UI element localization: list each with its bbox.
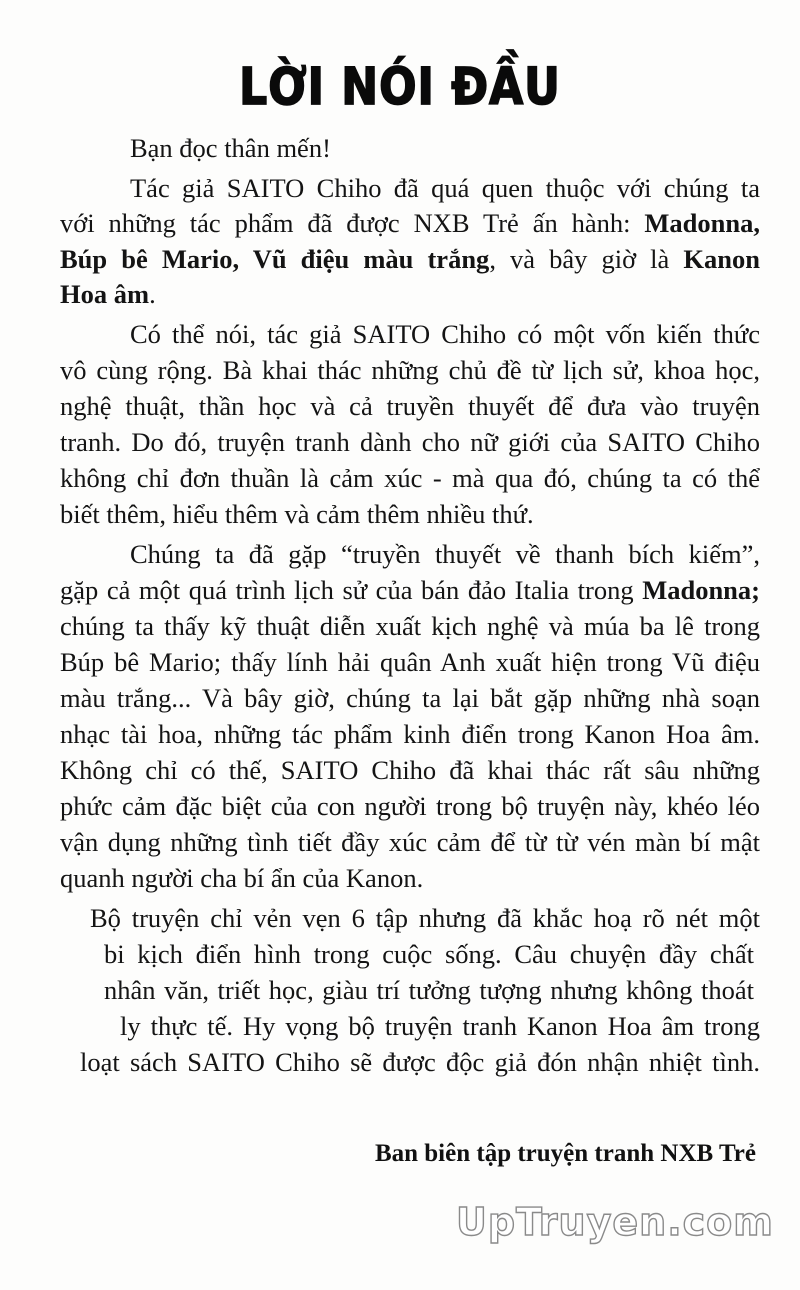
text-line <box>130 170 760 206</box>
text-line <box>60 241 760 277</box>
text-line <box>60 424 760 460</box>
text-line <box>104 972 754 1008</box>
text-segment: biết thêm, hiểu thêm và cảm thêm nhiều thứ. <box>60 499 534 529</box>
text-line <box>120 1008 760 1044</box>
text-line <box>130 536 760 572</box>
text-segment: phức cảm đặc biệt của con người trong bộ truyện này, khéo léo <box>60 791 760 821</box>
text-segment: Búp bê Mario; thấy lính hải quân Anh xuất hiện trong Vũ điệu <box>60 647 760 677</box>
text-segment: gặp cả một quá trình lịch sử của bán đảo Italia trong <box>60 575 643 605</box>
text-segment: Có thể nói, tác giả SAITO Chiho có một vốn kiến thức <box>130 319 760 349</box>
text-segment: , và bây giờ là <box>489 244 684 274</box>
bold-title-text: Madonna, <box>644 208 760 238</box>
text-segment: vô cùng rộng. Bà khai thác những chủ đề từ lịch sử, khoa học, <box>60 355 760 385</box>
text-line <box>60 680 760 716</box>
text-segment: màu trắng... Và bây giờ, chúng ta lại bắt gặp những nhà soạn <box>60 683 760 713</box>
text-segment: Tác giả SAITO Chiho đã quá quen thuộc với chúng ta <box>130 173 760 203</box>
text-segment: ly thực tế. Hy vọng bộ truyện tranh Kanon Hoa âm trong <box>120 1011 760 1041</box>
text-line <box>60 388 760 424</box>
text-line <box>60 860 423 896</box>
text-segment: với những tác phẩm đã được NXB Trẻ ấn hành: <box>60 208 645 238</box>
text-segment: nhân văn, triết học, giàu trí tưởng tượng nhưng không thoát <box>104 975 754 1005</box>
text-line <box>60 824 760 860</box>
text-line <box>60 572 760 608</box>
text-line <box>60 788 760 824</box>
text-segment: chúng ta thấy kỹ thuật diễn xuất kịch nghệ và múa ba lê trong <box>60 611 760 641</box>
text-line <box>60 205 760 241</box>
text-segment: . <box>149 279 156 309</box>
signature: Ban biên tập truyện tranh NXB Trẻ <box>374 1140 756 1167</box>
watermark: UpTruyen.com <box>456 1200 774 1244</box>
bold-title-text: Hoa âm <box>60 279 150 309</box>
text-line <box>60 276 156 312</box>
text-line <box>60 752 760 788</box>
text-segment: Không chỉ có thế, SAITO Chiho đã khai thác rất sâu những <box>60 755 760 785</box>
text-segment: vận dụng những tình tiết đầy xúc cảm để từ từ vén màn bí mật <box>60 827 760 857</box>
text-line <box>60 352 760 388</box>
text-segment: loạt sách SAITO Chiho sẽ được độc giả đón nhận nhiệt tình. <box>80 1047 760 1077</box>
text-line <box>130 316 760 352</box>
text-line <box>104 936 754 972</box>
bold-title-text: Búp bê Mario, Vũ điệu màu trắng <box>60 244 490 274</box>
text-segment: nghệ thuật, thần học và cả truyền thuyết để đưa vào truyện <box>60 391 760 421</box>
text-line <box>60 460 760 496</box>
text-segment: Bộ truyện chỉ vẻn vẹn 6 tập nhưng đã khắc hoạ rõ nét một <box>90 903 760 933</box>
text-segment: bi kịch điển hình trong cuộc sống. Câu chuyện đầy chất <box>104 939 754 969</box>
text-line <box>60 716 760 752</box>
text-line <box>80 1044 760 1080</box>
text-segment: không chỉ đơn thuần là cảm xúc - mà qua đó, chúng ta có thể <box>60 463 760 493</box>
text-segment: quanh người cha bí ẩn của Kanon. <box>60 863 424 893</box>
text-line <box>60 496 534 532</box>
text-segment: Chúng ta đã gặp “truyền thuyết về thanh bích kiếm”, <box>130 539 760 569</box>
bold-title-text: Madonna; <box>642 575 760 605</box>
text-line <box>60 644 760 680</box>
text-line <box>60 608 760 644</box>
text-line <box>90 900 760 936</box>
page-title: LỜI NÓI ĐẦU <box>239 58 561 117</box>
text-segment: tranh. Do đó, truyện tranh dành cho nữ giới của SAITO Chiho <box>60 427 760 457</box>
text-segment: nhạc tài hoa, những tác phẩm kinh điển trong Kanon Hoa âm. <box>60 719 760 749</box>
greeting: Bạn đọc thân mến! <box>130 133 331 163</box>
bold-title-text: Kanon <box>683 244 760 274</box>
